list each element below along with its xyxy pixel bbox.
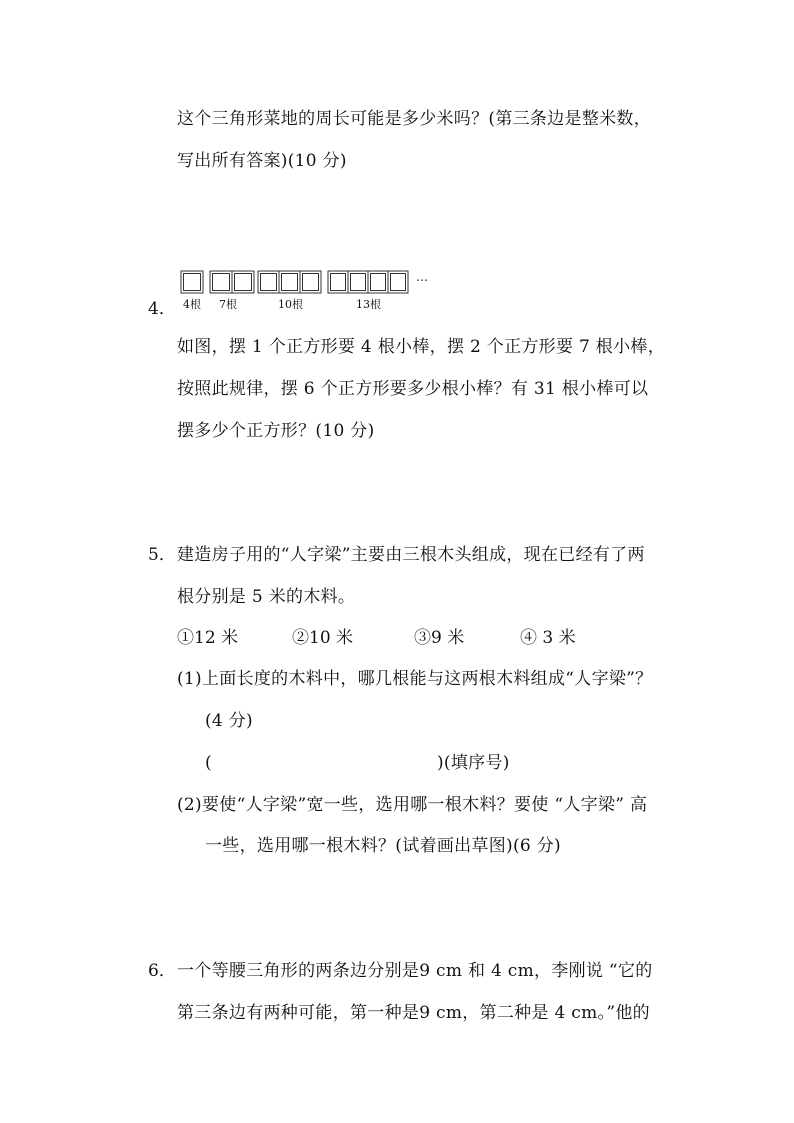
figure-label-2: 7根 [219, 298, 237, 311]
q5-option-2: ②10 米 [292, 628, 354, 648]
q5-text-line2: 根分别是 5 米的木料。 [177, 587, 356, 607]
q5-answer-close-paren: )(填序号) [437, 753, 510, 773]
q5-answer-open-paren: ( [205, 753, 212, 773]
q3-text-line1: 这个三角形菜地的周长可能是多少米吗？(第三条边是整米数， [177, 109, 652, 129]
q5-number: 5． [148, 545, 176, 565]
q4-matchstick-figure [180, 268, 440, 320]
q3-text-line2: 写出所有答案)(10 分) [177, 151, 347, 171]
square-group-2 [210, 271, 254, 293]
figure-label-1: 4根 [183, 298, 201, 311]
square-group-4 [328, 271, 408, 293]
q6-text-line2: 第三条边有两种可能，第一种是9 cm，第二种是 4 cm。”他的 [177, 1003, 650, 1023]
figure-ellipsis: … [416, 270, 428, 284]
q4-text-line2: 按照此规律，摆 6 个正方形要多少根小棒？有 31 根小棒可以 [177, 379, 649, 399]
figure-label-3: 10根 [278, 298, 303, 311]
q5-sub1-line2: (4 分) [205, 711, 253, 731]
q5-text-line1: 建造房子用的“人字梁”主要由三根木头组成，现在已经有了两 [177, 545, 645, 565]
q4-number: 4． [148, 299, 176, 319]
square-group-1 [181, 271, 203, 293]
q5-option-1: ①12 米 [177, 628, 239, 648]
q5-sub1-line1: (1)上面长度的木料中，哪几根能与这两根木料组成“人字梁”？ [177, 669, 653, 689]
q5-sub2-line2: 一些，选用哪一根木料？(试着画出草图)(6 分) [205, 836, 561, 856]
q5-sub2-line1: (2)要使“人字梁”宽一些，选用哪一根木料？要使 “人字梁” 高 [177, 795, 648, 815]
q5-option-4: ④ 3 米 [520, 628, 576, 648]
q4-text-line3: 摆多少个正方形？(10 分) [177, 421, 375, 441]
q4-text-line1: 如图，摆 1 个正方形要 4 根小棒，摆 2 个正方形要 7 根小棒， [177, 337, 665, 357]
square-group-3 [258, 271, 321, 293]
q5-option-3: ③9 米 [414, 628, 465, 648]
q6-number: 6． [148, 961, 176, 981]
figure-label-4: 13根 [356, 298, 381, 311]
q6-text-line1: 一个等腰三角形的两条边分别是9 cm 和 4 cm，李刚说 “它的 [177, 961, 653, 981]
